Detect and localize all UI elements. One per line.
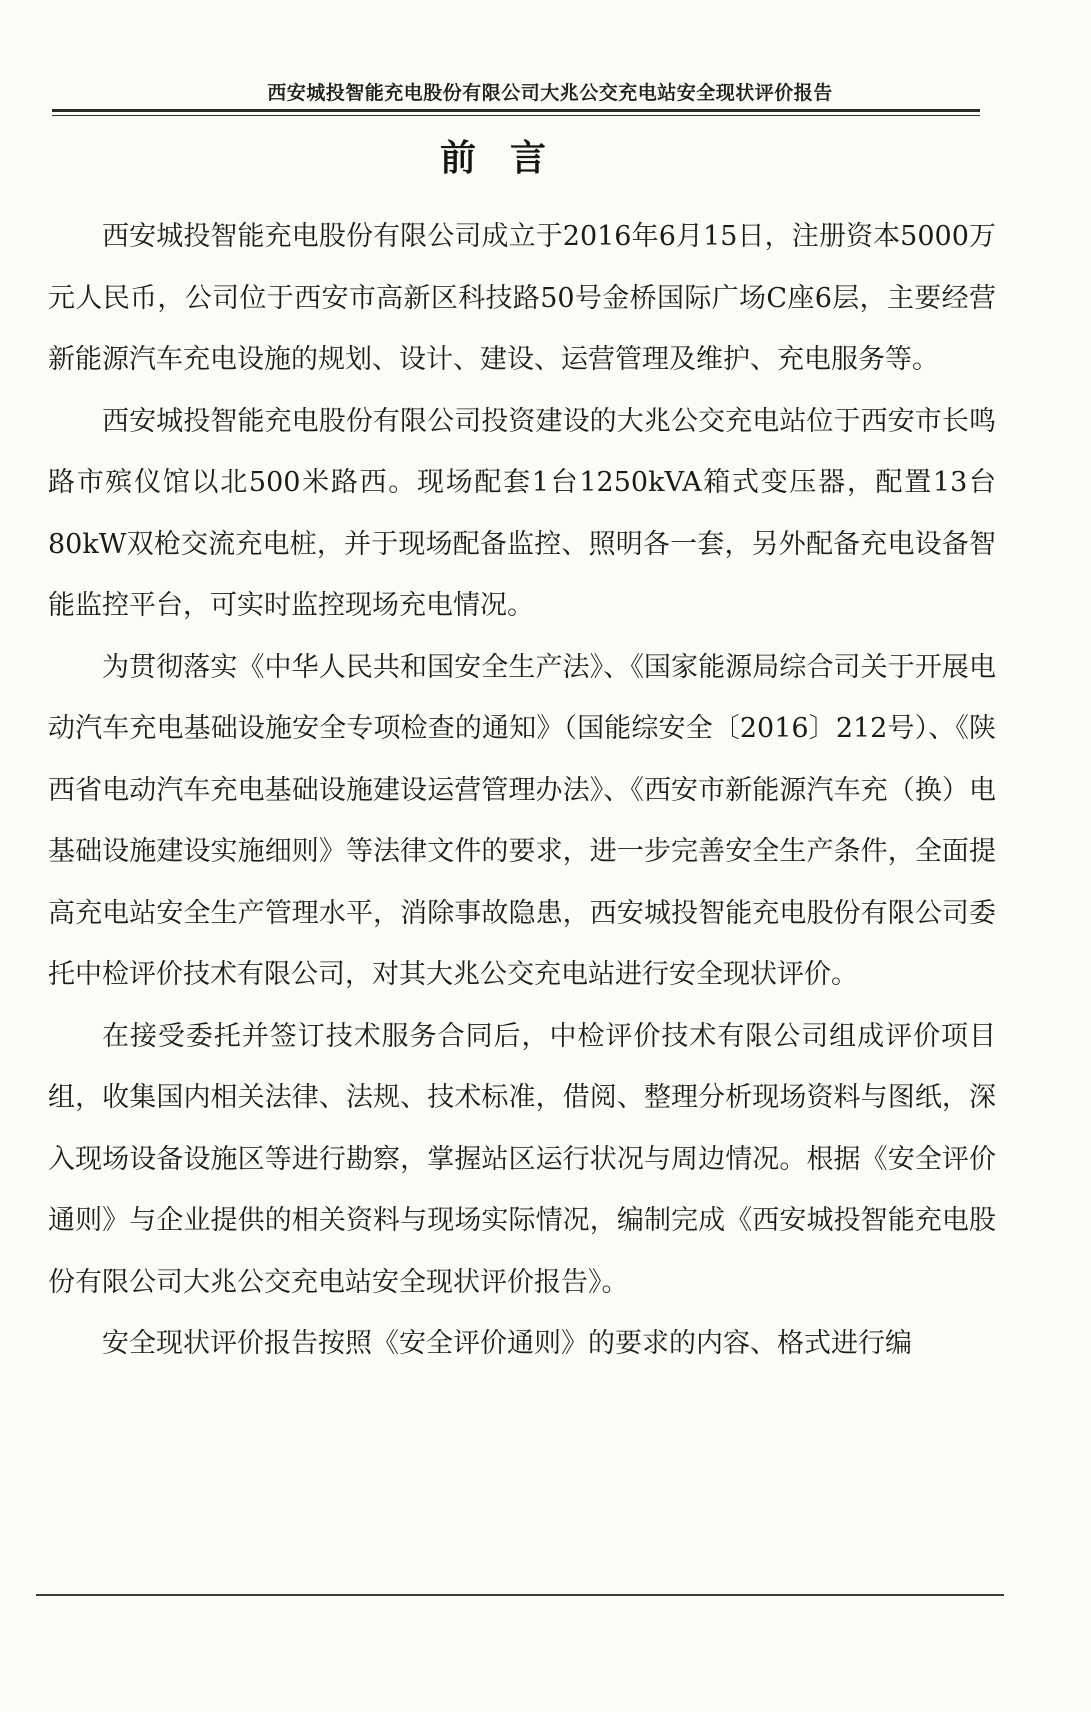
running-header: 西安城投智能充电股份有限公司大兆公交充电站安全现状评价报告 xyxy=(267,82,833,104)
body-text xyxy=(48,206,996,1375)
paragraph-evaluation-process: 在接受委托并签订技术服务合同后，中检评价技术有限公司组成评价项目组，收集国内相关法律、法规、技术标准，借阅、整理分析现场资料与图纸，深入现场设备设施区等进行勘察，掌握站区运行状况与周边情况。根据《安全评价通则》与企业提供的相关资料与现场实际情况，编制完成《西安城投智能充电股份有限公司大兆公交充电站安全现状评价报告》。 xyxy=(48,1020,996,1298)
footer-rule xyxy=(36,1594,1004,1596)
header-rule-thin xyxy=(52,115,980,116)
paragraph-report-format: 安全现状评价报告按照《安全评价通则》的要求的内容、格式进行编 xyxy=(102,1328,912,1359)
header-rule xyxy=(52,109,980,112)
section-title: 前言 xyxy=(439,138,580,179)
paragraph-company-intro: 西安城投智能充电股份有限公司成立于2016年6月15日，注册资本5000万元人民币，公司位于西安市高新区科技路50号金桥国际广场C座6层，主要经营新能源汽车充电设施的规划、设计、建设、运营管理及维护、充电服务等。 xyxy=(48,221,996,375)
paragraph-station-description: 西安城投智能充电股份有限公司投资建设的大兆公交充电站位于西安市长鸣路市殡仪馆以北500米路西。现场配套1台1250kVA箱式变压器，配置13台80kW双枪交流充电桩，并于现场配备监控、照明各一套，另外配备充电设备智能监控平台，可实时监控现场充电情况。 xyxy=(48,405,996,621)
paragraph-legal-basis: 为贯彻落实《中华人民共和国安全生产法》、《国家能源局综合司关于开展电动汽车充电基础设施安全专项检查的通知》（国能综安全〔2016〕212号）、《陕西省电动汽车充电基础设施建设运营管理办法》、《西安市新能源汽车充（换）电基础设施建设实施细则》等法律文件的要求，进一步完善安全生产条件，全面提高充电站安全生产管理水平，消除事故隐患，西安城投智能充电股份有限公司委托中检评价技术有限公司，对其大兆公交充电站进行安全现状评价。 xyxy=(48,651,996,990)
